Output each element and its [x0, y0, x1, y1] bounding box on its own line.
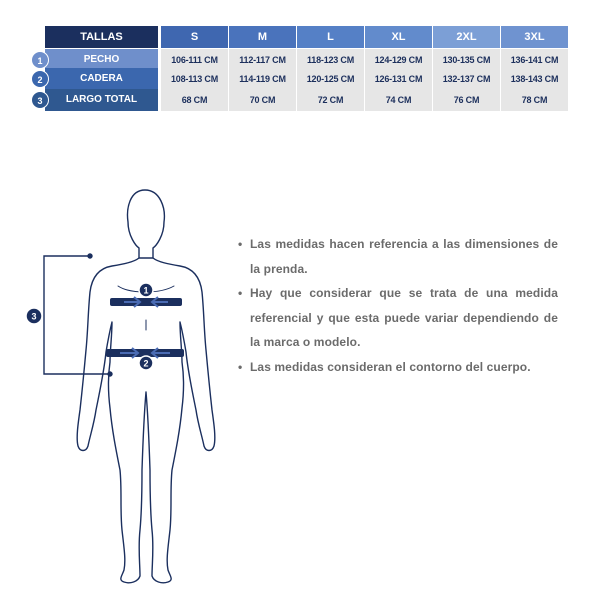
note-item: [236, 355, 558, 380]
note-item: [236, 232, 558, 281]
table-cell: 138-143 CM: [501, 68, 568, 90]
marker-chest-number: 1: [143, 285, 149, 296]
table-cell: 118-123 CM: [297, 49, 364, 71]
row-label-largo-total: LARGO TOTAL: [45, 89, 158, 111]
row-label-pecho: PECHO: [45, 49, 158, 71]
note-item: [236, 281, 558, 355]
size-header-xl: XL: [365, 26, 432, 48]
bullet-icon: •: [238, 359, 243, 374]
table-cell: 78 CM: [501, 89, 568, 111]
table-cell: 126-131 CM: [365, 68, 432, 90]
table-cell: 132-137 CM: [433, 68, 500, 90]
table-cell: 120-125 CM: [297, 68, 364, 90]
table-corner-header: TALLAS: [45, 26, 158, 48]
row-number-badge: 2: [31, 70, 49, 88]
table-cell: 74 CM: [365, 89, 432, 111]
row-label-cadera: CADERA: [45, 68, 158, 90]
marker-length-number: 3: [31, 311, 37, 322]
row-number-badge: 3: [31, 91, 49, 109]
size-header-2xl: 2XL: [433, 26, 500, 48]
marker-hip-number: 2: [143, 358, 149, 369]
size-header-s: S: [161, 26, 228, 48]
table-cell: 108-113 CM: [161, 68, 228, 90]
table-cell: 76 CM: [433, 89, 500, 111]
bullet-icon: •: [238, 237, 243, 251]
table-cell: 70 CM: [229, 89, 296, 111]
table-cell: 106-111 CM: [161, 49, 228, 71]
table-cell: 114-119 CM: [229, 68, 296, 90]
measurement-notes: [236, 232, 558, 379]
note-text: Las medidas hacen referencia a las dimensiones de la prenda.: [250, 237, 558, 276]
table-cell: 112-117 CM: [229, 49, 296, 71]
table-cell: 72 CM: [297, 89, 364, 111]
size-header-l: L: [297, 26, 364, 48]
row-number-badge: 1: [31, 51, 49, 69]
bullet-icon: •: [238, 286, 243, 300]
size-header-m: M: [229, 26, 296, 48]
table-cell: 68 CM: [161, 89, 228, 111]
size-header-3xl: 3XL: [501, 26, 568, 48]
figure-head: [128, 190, 165, 258]
note-text: Las medidas consideran el contorno del cuerpo.: [250, 359, 531, 374]
figure-body: [77, 258, 215, 583]
note-text: Hay que considerar que se trata de una medida referencial y que esta puede variar dependiendo de la marca o modelo.: [250, 286, 558, 349]
table-cell: 124-129 CM: [365, 49, 432, 71]
table-cell: 130-135 CM: [433, 49, 500, 71]
table-cell: 136-141 CM: [501, 49, 568, 71]
